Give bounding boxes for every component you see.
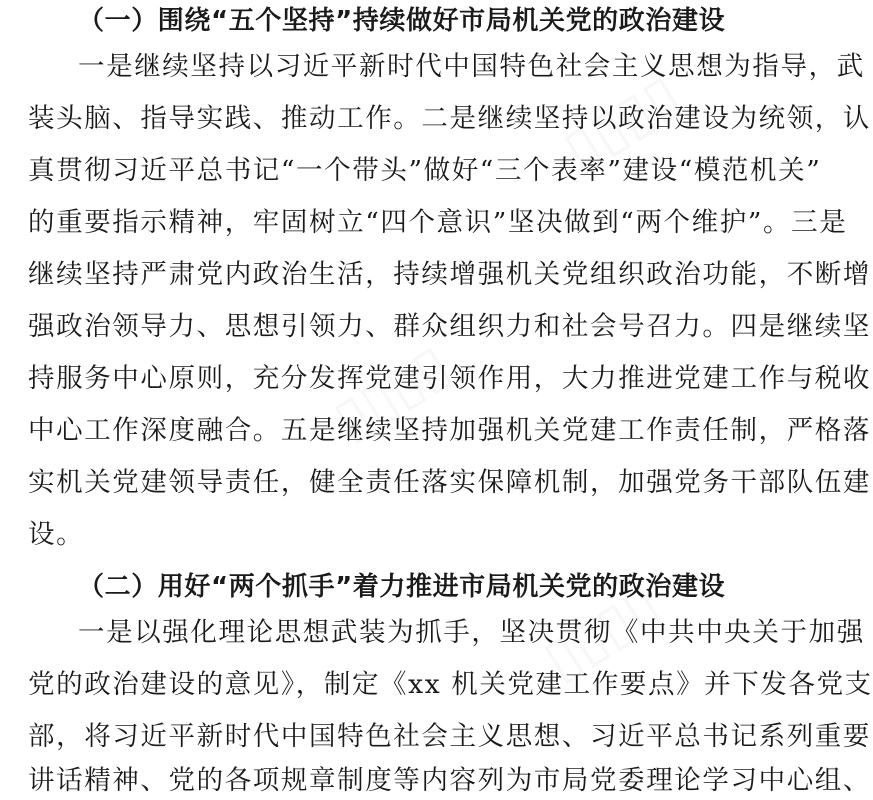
paragraph-line: 设。 <box>28 519 85 550</box>
watermark-1: ▯▯▯▯ <box>552 62 692 183</box>
paragraph-line: 讲话精神、党的各项规章制度等内容列为市局党委理论学习中心组、 <box>28 765 871 796</box>
watermark-2: ▯▯▯▯ <box>322 332 462 453</box>
paragraph-line: 装头脑、指导实践、推动工作。二是继续坚持以政治建设为统领，认 <box>28 103 871 134</box>
paragraph-line: 党的政治建设的意见》，制定《xx 机关党建工作要点》并下发各党支 <box>28 669 873 700</box>
paragraph-line: 强政治领导力、思想引领力、群众组织力和社会号召力。四是继续坚 <box>28 311 871 342</box>
paragraph-line: 实机关党建领导责任，健全责任落实保障机制，加强党务干部队伍建 <box>28 467 871 498</box>
watermark-3: ▯▯▯▯ <box>532 572 672 693</box>
section-1-heading: （一）围绕“五个坚持”持续做好市局机关党的政治建设 <box>78 6 726 36</box>
paragraph-line: 的重要指示精神，牢固树立“四个意识”坚决做到“两个维护”。三是 <box>28 207 848 238</box>
paragraph-line: 一是以强化理论思想武装为抓手，坚决贯彻《中共中央关于加强 <box>78 617 865 648</box>
paragraph-line: 真贯彻习近平总书记“一个带头”做好“三个表率”建设“模范机关” <box>28 155 822 186</box>
paragraph-line: 持服务中心原则，充分发挥党建引领作用，大力推进党建工作与税收 <box>28 363 871 394</box>
paragraph-line: 部，将习近平新时代中国特色社会主义思想、习近平总书记系列重要 <box>28 721 871 752</box>
paragraph-line: 一是继续坚持以习近平新时代中国特色社会主义思想为指导，武 <box>78 51 865 82</box>
paragraph-line: 继续坚持严肃党内政治生活，持续增强机关党组织政治功能，不断增 <box>28 259 871 290</box>
paragraph-line: 中心工作深度融合。五是继续坚持加强机关党建工作责任制，严格落 <box>28 415 871 446</box>
section-2-heading: （二）用好“两个抓手”着力推进市局机关党的政治建设 <box>78 572 726 602</box>
